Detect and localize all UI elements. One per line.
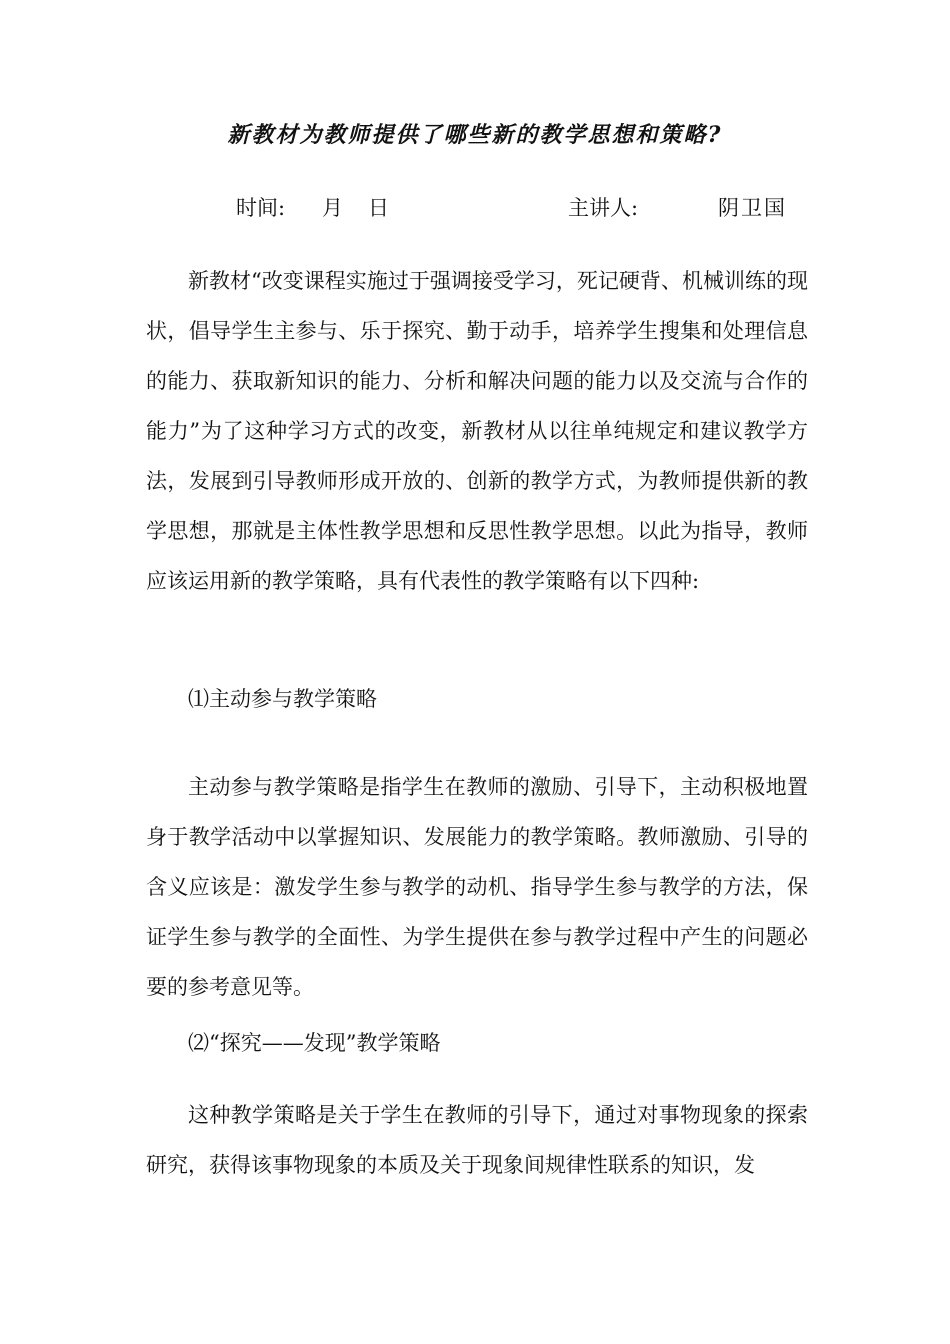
lecture-meta: [0, 192, 950, 222]
active-participation-paragraph: 主动参与教学策略是指学生在教师的激励、引导下，主动积极地置身于教学活动中以掌握知识、发展能力的教学策略。教师激励、引导的含义应该是：激发学生参与教学的动机、指导学生参与教学的方法，保证学生参与教学的全面性、为学生提供在参与教学过程中产生的问题必要的参考意见等。: [146, 775, 808, 999]
section-heading-active-participation: ⑴主动参与教学策略: [188, 687, 377, 711]
host-name: 阴卫国: [718, 196, 787, 220]
month-label: 月: [322, 196, 343, 220]
day-label: 日: [368, 196, 389, 220]
host-label: 主讲人:: [568, 196, 639, 220]
time-label: 时间:: [236, 196, 286, 220]
section-heading-inquiry-discovery: ⑵“探究——发现”教学策略: [188, 1031, 441, 1055]
document-title: 新教材为教师提供了哪些新的教学思想和策略?: [227, 122, 723, 148]
inquiry-discovery-paragraph: 这种教学策略是关于学生在教师的引导下，通过对事物现象的探索研究，获得该事物现象的本质及关于现象间规律性联系的知识，发: [146, 1103, 808, 1177]
intro-paragraph: 新教材“改变课程实施过于强调接受学习，死记硬背、机械训练的现状，倡导学生主参与、乐于探究、勤于动手，培养学生搜集和处理信息的能力、获取新知识的能力、分析和解决问题的能力以及交流与合作的能力”为了这种学习方式的改变，新教材从以往单纯规定和建议教学方法，发展到引导教师形成开放的、创新的教学方式，为教师提供新的教学思想，那就是主体性教学思想和反思性教学思想。以此为指导，教师应该运用新的教学策略，具有代表性的教学策略有以下四种:: [146, 269, 808, 593]
